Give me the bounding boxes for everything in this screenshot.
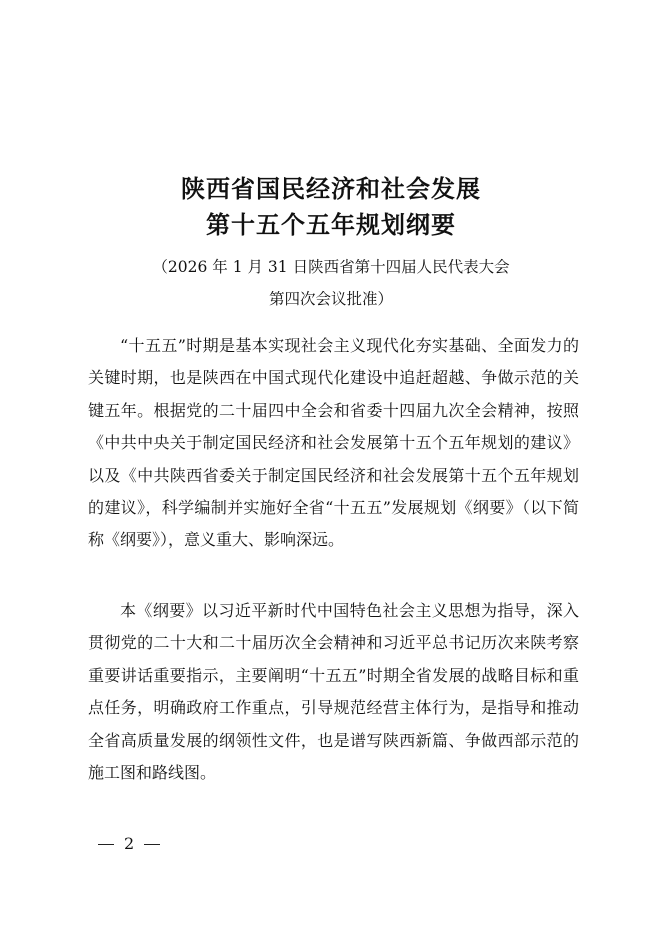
document-title-line-2: 第十五个五年规划纲要 bbox=[206, 210, 456, 239]
body-paragraph-1: “十五五”时期是基本实现社会主义现代化夯实基础、全面发力的关键时期，也是陕西在中国式现代化建设中追赶超越、争做示范的关键五年。根据党的二十届四中全会和省委十四届九次全会精神，按照《中共中央关于制定国民经济和社会发展第十五个五年规划的建议》以及《中共陕西省委关于制定国民经济和社会发展第十五个五年规划的建议》，科学编制并实施好全省“十五五”发展规划《纲要》（以下简称《纲要》），意义重大、影响深远。 bbox=[88, 336, 579, 550]
approval-note-line-2: 第四次会议批准） bbox=[268, 290, 393, 308]
approval-note-line-1: （2026 年 1 月 31 日陕西省第十四届人民代表大会 bbox=[152, 258, 510, 276]
left-dash bbox=[98, 844, 114, 845]
page-number: 2 bbox=[124, 834, 135, 853]
body-paragraph-2: 本《纲要》以习近平新时代中国特色社会主义思想为指导，深入贯彻党的二十大和二十届历次全会精神和习近平总书记历次来陕考察重要讲话重要指示，主要阐明“十五五”时期全省发展的战略目标和重点任务，明确政府工作重点，引导规范经营主体行为，是指导和推动全省高质量发展的纲领性文件，也是谱写陕西新篇、争做西部示范的施工图和路线图。 bbox=[88, 601, 579, 783]
right-dash bbox=[144, 844, 160, 845]
document-title-line-1: 陕西省国民经济和社会发展 bbox=[181, 174, 481, 203]
page-footer bbox=[98, 833, 160, 855]
